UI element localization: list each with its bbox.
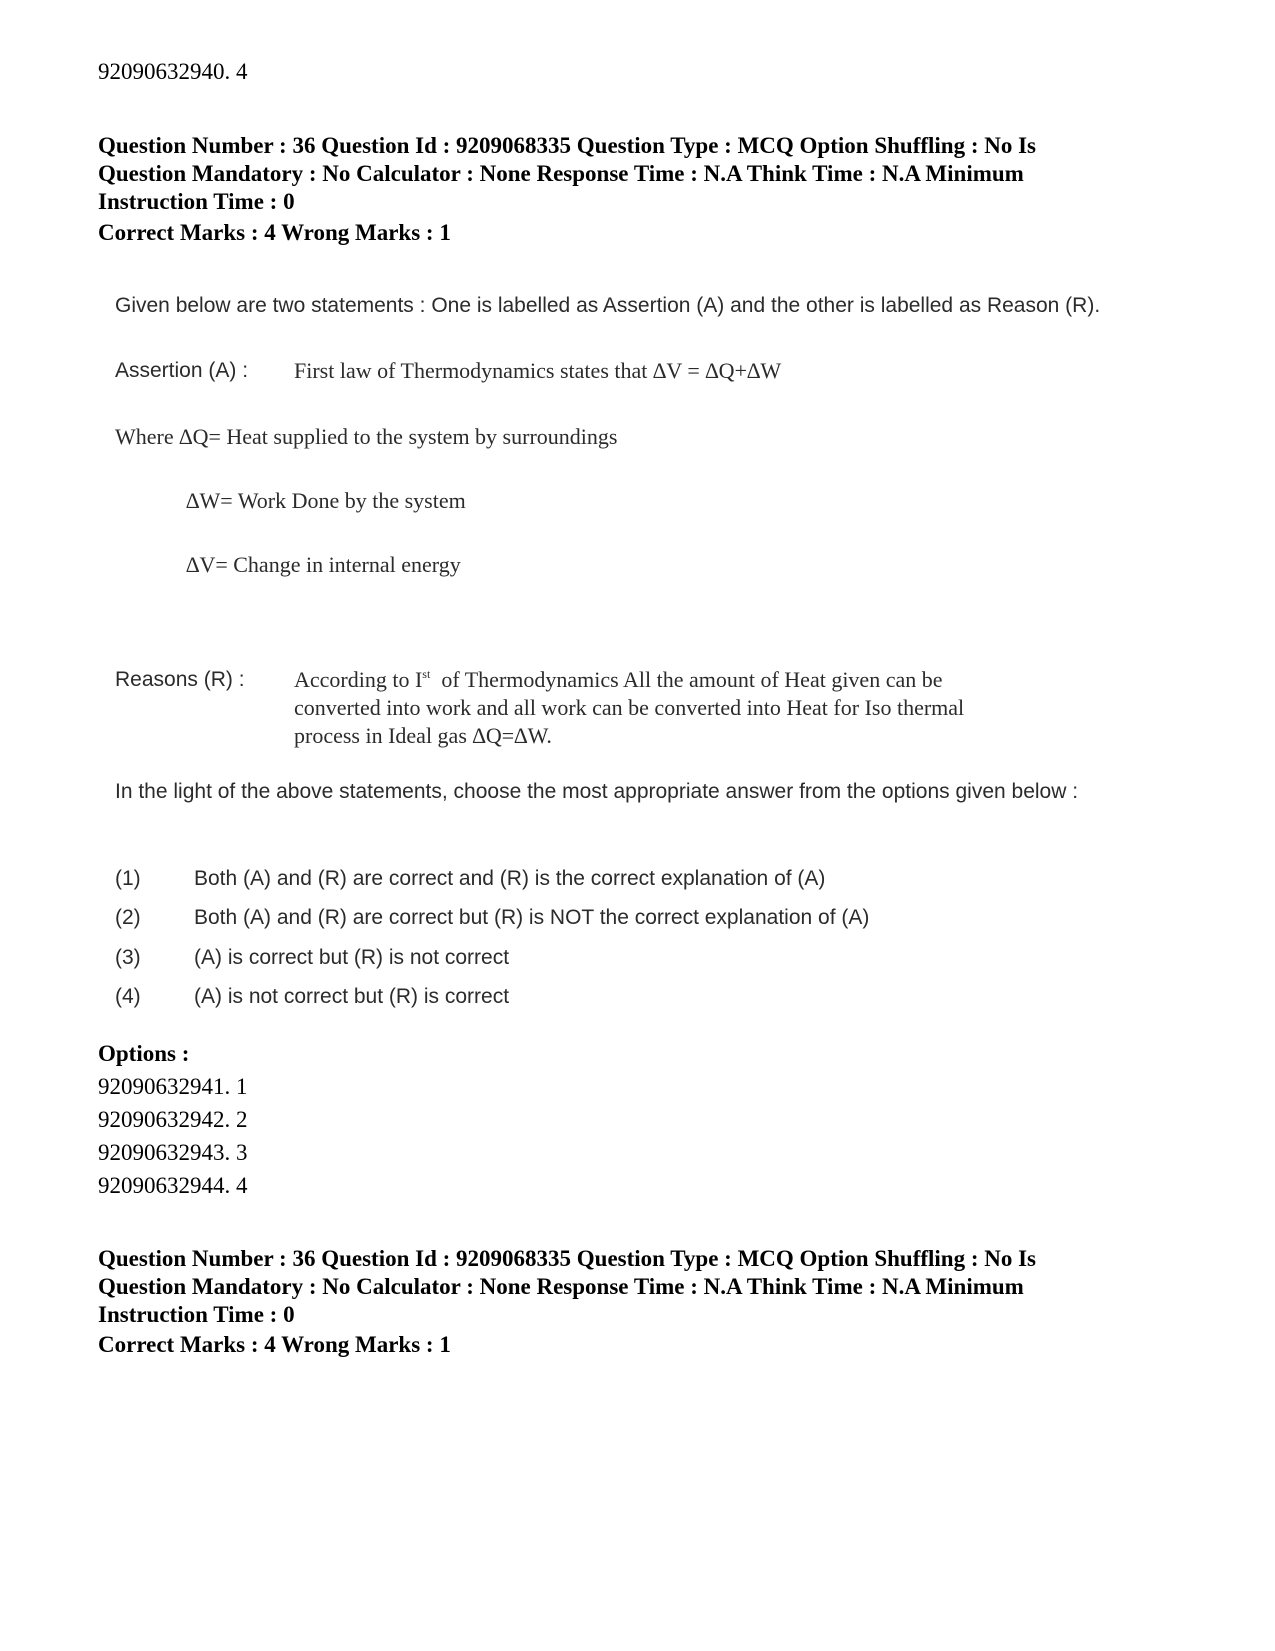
meta-line-1: Question Number : 36 Question Id : 9209068335 Question Type : MCQ Option Shuffling : No Is — [98, 133, 1037, 158]
next-meta-line-2: Question Mandatory : No Calculator : None Response Time : N.A Think Time : N.A Minimum — [98, 1274, 1024, 1299]
choice-number: (4) — [115, 985, 141, 1008]
reason-pre: According to I — [294, 667, 423, 692]
reason-label: Reasons (R) : — [115, 668, 245, 691]
options-heading: Options : — [98, 1041, 190, 1066]
choice-number: (2) — [115, 906, 141, 929]
where-line: Where ∆Q= Heat supplied to the system by surroundings — [115, 424, 618, 449]
previous-answer: 92090632940. 4 — [98, 59, 248, 84]
reason-line-3: process in Ideal gas ∆Q=∆W. — [294, 723, 552, 748]
question-image — [98, 270, 1133, 1065]
choice-number: (3) — [115, 946, 141, 969]
reason-rest: of Thermodynamics All the amount of Heat given can be — [430, 667, 943, 692]
choose-instruction: In the light of the above statements, choose the most appropriate answer from the options given below : — [115, 780, 1079, 803]
choice-text: (A) is correct but (R) is not correct — [194, 946, 510, 969]
choice-text: Both (A) and (R) are correct and (R) is the correct explanation of (A) — [194, 867, 826, 890]
next-marks-line: Correct Marks : 4 Wrong Marks : 1 — [98, 1332, 451, 1357]
assertion-label: Assertion (A) : — [115, 359, 249, 382]
meta-line-2: Question Mandatory : No Calculator : None Response Time : N.A Think Time : N.A Minimum — [98, 161, 1024, 186]
question-meta — [98, 132, 1128, 216]
option-item: 92090632942. 2 — [98, 1107, 248, 1132]
next-meta-line-1: Question Number : 36 Question Id : 9209068335 Question Type : MCQ Option Shuffling : No Is — [98, 1246, 1037, 1271]
choice-text: (A) is not correct but (R) is correct — [194, 985, 510, 1008]
dw-line: ∆W= Work Done by the system — [186, 488, 466, 513]
dv-line: ∆V= Change in internal energy — [186, 552, 461, 577]
next-question-meta — [98, 1245, 1128, 1329]
reason-line-1 — [294, 666, 1114, 694]
reason-line-2: converted into work and all work can be converted into Heat for Iso thermal — [294, 695, 965, 720]
question-intro: Given below are two statements : One is labelled as Assertion (A) and the other is labelled as Reason (R). — [115, 294, 1101, 317]
marks-line: Correct Marks : 4 Wrong Marks : 1 — [98, 220, 451, 245]
choice-text: Both (A) and (R) are correct but (R) is NOT the correct explanation of (A) — [194, 906, 870, 929]
option-item: 92090632944. 4 — [98, 1173, 248, 1198]
reason-sup: st — [422, 667, 431, 681]
option-item: 92090632941. 1 — [98, 1074, 248, 1099]
next-meta-line-3: Instruction Time : 0 — [98, 1302, 295, 1327]
assertion-text: First law of Thermodynamics states that ∆V = ∆Q+∆W — [294, 358, 782, 383]
choice-number: (1) — [115, 867, 141, 890]
reason-text — [294, 666, 1114, 750]
option-item: 92090632943. 3 — [98, 1140, 248, 1165]
meta-line-3: Instruction Time : 0 — [98, 189, 295, 214]
